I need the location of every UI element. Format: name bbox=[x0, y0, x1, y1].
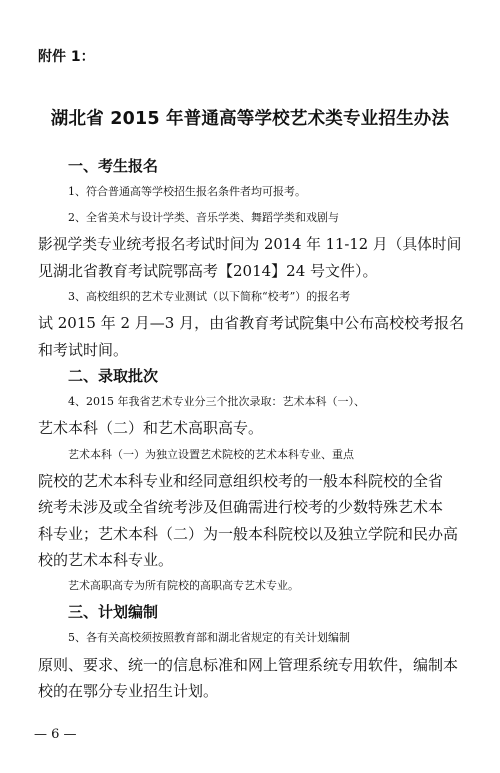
paragraph-line: 见湖北省教育考试院鄂高考【2014】24 号文件）。 bbox=[38, 261, 378, 280]
page-number: — 6 — bbox=[34, 727, 77, 742]
attachment-label: 附件 1： bbox=[38, 49, 95, 65]
paragraph-line: 1、符合普通高等学校招生报名条件者均可报考。 bbox=[68, 185, 306, 198]
body-paragraph bbox=[38, 284, 466, 363]
body-paragraph bbox=[38, 442, 466, 573]
paragraph-line: 校的在鄂分专业招生计划。 bbox=[38, 682, 219, 701]
paragraph-line: 艺术高职高专为所有院校的高职高专艺术专业。 bbox=[68, 579, 299, 593]
section-heading: 一、考生报名 bbox=[68, 157, 159, 175]
paragraph-line: 艺术本科（一）为独立设置艺术院校的艺术本科专业、重点 bbox=[68, 447, 354, 461]
paragraph-line: 2、全省美术与设计学类、音乐学类、舞蹈学类和戏剧与 bbox=[68, 211, 339, 225]
paragraph-line: 统考未涉及或全省统考涉及但确需进行校考的少数特殊艺术本 bbox=[38, 498, 444, 517]
body-paragraph bbox=[38, 205, 466, 284]
paragraph-line: 科专业；艺术本科（二）为一般本科院校以及独立学院和民办高 bbox=[38, 524, 459, 543]
paragraph-line: 和考试时间。 bbox=[38, 340, 129, 359]
paragraph-line: 试 2015 年 2 月—3 月，由省教育考试院集中公布高校校考报名 bbox=[38, 314, 465, 333]
paragraph-line: 艺术本科（二）和艺术高职高专。 bbox=[38, 419, 264, 438]
paragraph-line: 5、各有关高校须按照教育部和湖北省规定的有关计划编制 bbox=[68, 631, 350, 645]
paragraph-line: 影视学类专业统考报名考试时间为 2014 年 11-12 月（具体时间 bbox=[38, 235, 462, 253]
section-heading: 三、计划编制 bbox=[68, 603, 159, 622]
paragraph-line: 校的艺术本科专业。 bbox=[38, 550, 174, 569]
paragraph-line: 原则、要求、统一的信息标准和网上管理系统专用软件，编制本 bbox=[38, 655, 459, 674]
paragraph-line: 3、高校组织的艺术专业测试（以下简称“校考”）的报名考 bbox=[68, 290, 351, 304]
section-heading: 二、录取批次 bbox=[68, 367, 159, 386]
paragraph-line: 院校的艺术本科专业和经同意组织校考的一般本科院校的全省 bbox=[38, 471, 444, 490]
body-paragraph bbox=[38, 573, 466, 599]
body-paragraph bbox=[38, 389, 466, 442]
body-paragraph bbox=[38, 179, 466, 205]
body-paragraph bbox=[38, 625, 466, 704]
document-body bbox=[38, 153, 466, 704]
paragraph-line: 4、2015 年我省艺术专业分三个批次录取：艺术本科（一）、 bbox=[68, 395, 365, 409]
document-title: 湖北省 2015 年普通高等学校艺术类专业招生办法 bbox=[50, 109, 450, 129]
